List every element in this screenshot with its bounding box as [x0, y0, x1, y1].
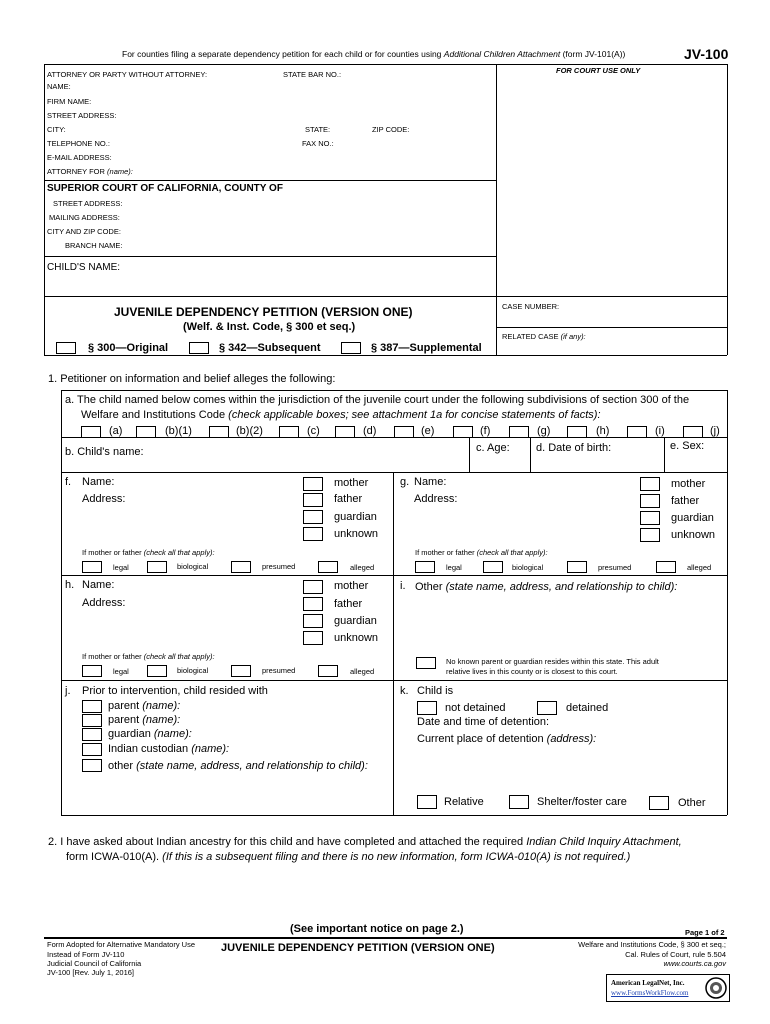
h-guardian-checkbox[interactable]	[303, 614, 323, 628]
h-unknown-label: unknown	[334, 632, 379, 644]
g-address-label: Address:	[414, 493, 458, 505]
f-father-label: father	[334, 493, 363, 505]
section2-line1: 2. I have asked about Indian ancestry for this child and have completed and attached the required Indian Child Inquiry Attachment,	[48, 836, 682, 848]
not-detained-checkbox[interactable]	[417, 701, 437, 715]
firm-label: FIRM NAME:	[47, 97, 92, 106]
subdivision-a-label: (a)	[109, 425, 123, 437]
g-biological-checkbox[interactable]	[483, 561, 503, 573]
d-rule	[530, 437, 531, 472]
e-rule	[664, 437, 665, 472]
j-custodian-checkbox[interactable]	[82, 743, 102, 756]
h-label: h.	[65, 579, 75, 591]
no-parent-line2: relative lives in this county or is closest to this court.	[446, 667, 618, 676]
f-row-rule	[61, 472, 727, 473]
state-bar-label: STATE BAR NO.:	[283, 70, 342, 79]
a-line2: Welfare and Institutions Code (check applicable boxes; see attachment 1a for concise statements of facts):	[81, 409, 601, 421]
court-rule	[44, 180, 496, 181]
j-label: j.	[65, 685, 71, 697]
court-mailing-label: MAILING ADDRESS:	[49, 213, 120, 222]
g-mother-checkbox[interactable]	[640, 477, 660, 491]
subdivision-e-label: (e)	[421, 425, 435, 437]
h-row-rule	[61, 575, 727, 576]
h-alleged-label: alleged	[350, 667, 375, 676]
case-number-label: CASE NUMBER:	[502, 302, 560, 311]
page-number: Page 1 of 2	[685, 928, 725, 937]
h-biological-checkbox[interactable]	[147, 665, 167, 677]
k-title: Child is	[417, 685, 454, 697]
f-name-label: Name:	[82, 476, 115, 488]
subdivision-d-label: (d)	[363, 425, 377, 437]
f-legal-checkbox[interactable]	[82, 561, 102, 573]
form-subtitle: (Welf. & Inst. Code, § 300 et seq.)	[183, 321, 356, 333]
court-street-label: STREET ADDRESS:	[53, 199, 123, 208]
f-alleged-checkbox[interactable]	[318, 561, 338, 573]
subdivision-j-label: (j)	[710, 425, 720, 437]
detained-label: detained	[566, 702, 609, 714]
h-legal-label: legal	[113, 667, 129, 676]
g-mother-label: mother	[671, 478, 706, 490]
f-presumed-checkbox[interactable]	[231, 561, 251, 573]
f-guardian-label: guardian	[334, 511, 377, 523]
g-label: g.	[400, 476, 410, 488]
footer-right1: Welfare and Institutions Code, § 300 et seq.;	[578, 940, 726, 949]
h-name-label: Name:	[82, 579, 115, 591]
footer-left1: Form Adopted for Alternative Mandatory Use	[47, 940, 195, 949]
section1-left-rule	[61, 390, 62, 815]
h-guardian-label: guardian	[334, 615, 377, 627]
attorney-label: ATTORNEY OR PARTY WITHOUT ATTORNEY:	[47, 70, 208, 79]
g-name-label: Name:	[414, 476, 447, 488]
detained-checkbox[interactable]	[537, 701, 557, 715]
footer-right2: Cal. Rules of Court, rule 5.504	[625, 950, 726, 959]
state-label: STATE:	[305, 125, 331, 134]
k-label: k.	[400, 685, 409, 697]
i-text: Other (state name, address, and relationship to child):	[415, 581, 678, 593]
other-placement-checkbox[interactable]	[649, 796, 669, 810]
footer-left2: Instead of Form JV-110	[47, 950, 125, 959]
footer-left4: JV-100 [Rev. July 1, 2016]	[47, 968, 134, 977]
g-father-checkbox[interactable]	[640, 494, 660, 508]
g-alleged-checkbox[interactable]	[656, 561, 676, 573]
section2-line2: form ICWA-010(A). (If this is a subsequent filing and there is no new information, form ICWA-010(A) is not required.)	[66, 851, 631, 863]
f-presumed-label: presumed	[262, 562, 296, 571]
attorney-for-label: ATTORNEY FOR (name):	[47, 167, 133, 176]
f-biological-label: biological	[177, 562, 209, 571]
h-alleged-checkbox[interactable]	[318, 665, 338, 677]
title-bottom-rule	[44, 355, 727, 356]
j-guardian-checkbox[interactable]	[82, 728, 102, 741]
no-parent-checkbox[interactable]	[416, 657, 436, 669]
court-title: SUPERIOR COURT OF CALIFORNIA, COUNTY OF	[47, 183, 283, 194]
supplemental-label: § 387—Supplemental	[371, 342, 482, 354]
original-label: § 300—Original	[88, 342, 169, 354]
h-father-label: father	[334, 598, 363, 610]
h-mother-checkbox[interactable]	[303, 580, 323, 594]
section1-bottom-rule	[61, 815, 727, 816]
child-name-b-label: b. Child's name:	[65, 446, 144, 458]
child-name-label: CHILD'S NAME:	[47, 262, 121, 273]
other-placement-label: Other	[678, 797, 706, 809]
h-if-parent: If mother or father (check all that apply):	[82, 652, 215, 661]
section1-intro: 1. Petitioner on information and belief alleges the following:	[48, 373, 336, 385]
parents-mid-rule	[393, 472, 394, 680]
h-legal-checkbox[interactable]	[82, 665, 102, 677]
h-presumed-label: presumed	[262, 666, 296, 675]
f-mother-label: mother	[334, 477, 369, 489]
section1-right-rule	[727, 390, 728, 815]
shelter-label: Shelter/foster care	[537, 796, 627, 808]
g-guardian-checkbox[interactable]	[640, 511, 660, 525]
g-father-label: father	[671, 495, 700, 507]
g-legal-label: legal	[446, 563, 462, 572]
right-column-rule	[496, 64, 497, 355]
subdivision-i-label: (i)	[655, 425, 665, 437]
subsequent-label: § 342—Subsequent	[219, 342, 321, 354]
j-row-rule	[61, 680, 727, 681]
court-branch-label: BRANCH NAME:	[65, 241, 123, 250]
b-row-rule	[61, 437, 727, 438]
dob-label: d. Date of birth:	[536, 442, 612, 454]
j-guardian-label: guardian (name):	[108, 728, 192, 740]
legalnet-logo-url[interactable]: www.FormsWorkFlow.com	[611, 989, 689, 997]
relative-label: Relative	[444, 796, 484, 808]
j-other-checkbox[interactable]	[82, 759, 102, 772]
title-rule	[44, 296, 727, 297]
h-presumed-checkbox[interactable]	[231, 665, 251, 677]
f-alleged-label: alleged	[350, 563, 375, 572]
email-label: E-MAIL ADDRESS:	[47, 153, 112, 162]
subdivision-c-label: (c)	[307, 425, 320, 437]
g-unknown-checkbox[interactable]	[640, 528, 660, 542]
footer-rule	[44, 937, 727, 939]
jk-mid-rule	[393, 680, 394, 815]
legalnet-logo-name: American LegalNet, Inc.	[611, 979, 685, 987]
section1-top-rule	[61, 390, 727, 391]
supplemental-checkbox[interactable]	[341, 342, 361, 354]
h-mother-label: mother	[334, 580, 369, 592]
g-guardian-label: guardian	[671, 512, 714, 524]
subdivision-h-label: (h)	[596, 425, 610, 437]
form-number: JV-100	[684, 46, 729, 62]
f-unknown-checkbox[interactable]	[303, 527, 323, 541]
j-other-label: other (state name, address, and relationship to child):	[108, 760, 368, 772]
g-if-parent: If mother or father (check all that apply):	[415, 548, 548, 557]
c-rule	[469, 437, 470, 472]
phone-label: TELEPHONE NO.:	[47, 139, 110, 148]
f-father-checkbox[interactable]	[303, 493, 323, 507]
form-title: JUVENILE DEPENDENCY PETITION (VERSION ONE)	[114, 305, 413, 319]
j-parent1-label: parent (name):	[108, 700, 181, 712]
f-biological-checkbox[interactable]	[147, 561, 167, 573]
right-box-rule	[727, 64, 728, 355]
zip-label: ZIP CODE:	[372, 125, 410, 134]
related-case-label: RELATED CASE (if any):	[502, 332, 586, 341]
name-label: NAME:	[47, 82, 71, 91]
f-address-label: Address:	[82, 493, 126, 505]
g-biological-label: biological	[512, 563, 544, 572]
f-if-parent: If mother or father (check all that apply):	[82, 548, 215, 557]
not-detained-label: not detained	[445, 702, 506, 714]
footer-title: JUVENILE DEPENDENCY PETITION (VERSION ONE)	[221, 942, 495, 954]
g-presumed-label: presumed	[598, 563, 632, 572]
f-label: f.	[65, 476, 72, 488]
subdivision-f-label: (f)	[480, 425, 491, 437]
legalnet-logo	[606, 974, 730, 1002]
h-father-checkbox[interactable]	[303, 597, 323, 611]
j-title: Prior to intervention, child resided with	[82, 685, 268, 697]
h-address-label: Address:	[82, 597, 126, 609]
no-parent-line1: No known parent or guardian resides within this state. This adult	[446, 657, 659, 666]
g-alleged-label: alleged	[687, 563, 712, 572]
h-biological-label: biological	[177, 666, 209, 675]
child-name-rule	[44, 256, 496, 257]
city-label: CITY:	[47, 125, 66, 134]
street-label: STREET ADDRESS:	[47, 111, 117, 120]
legalnet-globe-icon	[705, 977, 727, 999]
detention-place-label: Current place of detention (address):	[417, 733, 597, 745]
a-line1: a. The child named below comes within the jurisdiction of the juvenile court under the following subdivisions of section 300 of the	[65, 394, 690, 406]
fax-label: FAX NO.:	[302, 139, 334, 148]
detention-date-label: Date and time of detention:	[417, 716, 550, 728]
relative-checkbox[interactable]	[417, 795, 437, 809]
f-unknown-label: unknown	[334, 528, 379, 540]
age-label: c. Age:	[476, 442, 510, 454]
h-unknown-checkbox[interactable]	[303, 631, 323, 645]
j-parent1-checkbox[interactable]	[82, 700, 102, 713]
left-box-rule	[44, 64, 45, 355]
court-city-zip-label: CITY AND ZIP CODE:	[47, 227, 121, 236]
court-use-label: FOR COURT USE ONLY	[556, 66, 641, 75]
g-legal-checkbox[interactable]	[415, 561, 435, 573]
original-checkbox[interactable]	[56, 342, 76, 354]
page2-notice: (See important notice on page 2.)	[290, 923, 464, 935]
f-guardian-checkbox[interactable]	[303, 510, 323, 524]
sex-label: e. Sex:	[670, 440, 705, 452]
subdivision-g-label: (g)	[537, 425, 551, 437]
shelter-checkbox[interactable]	[509, 795, 529, 809]
i-label: i.	[400, 580, 406, 592]
subdivision-b1-label: (b)(1)	[165, 425, 192, 437]
g-unknown-label: unknown	[671, 529, 716, 541]
top-rule	[44, 64, 727, 65]
footer-left3: Judicial Council of California	[47, 959, 142, 968]
f-legal-label: legal	[113, 563, 129, 572]
subsequent-checkbox[interactable]	[189, 342, 209, 354]
j-custodian-label: Indian custodian (name):	[108, 743, 230, 755]
j-parent2-label: parent (name):	[108, 714, 181, 726]
f-mother-checkbox[interactable]	[303, 477, 323, 491]
header-notice: For counties filing a separate dependency petition for each child or for counties using Additional Children Attachment (form JV-101(A))	[122, 49, 626, 59]
j-parent2-checkbox[interactable]	[82, 714, 102, 727]
footer-right3: www.courts.ca.gov	[663, 959, 726, 968]
related-case-rule	[496, 327, 727, 328]
g-presumed-checkbox[interactable]	[567, 561, 587, 573]
subdivision-b2-label: (b)(2)	[236, 425, 263, 437]
